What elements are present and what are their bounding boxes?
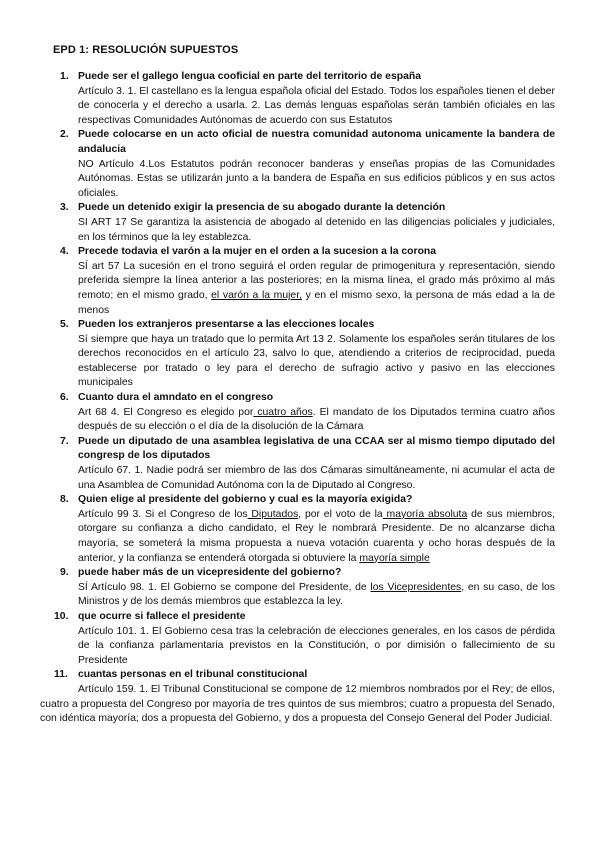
- answer-text: Artículo 3. 1. El castellano es la lengua española oficial del Estado. Todos los españoles tienen el deber de conocerla y el derecho a usarla. 2. Las demás lenguas españolas serán también oficiales en las respectivas Comunidades Autónomas de acuerdo con sus Estatutos: [78, 85, 555, 126]
- question-item-4: [40, 245, 555, 318]
- question-number: 9.: [60, 567, 69, 579]
- answer-text: Artículo 67. 1. Nadie podrá ser miembro de las dos Cámaras simultáneamente, ni acumular el acta de una Asamblea de Comunidad Autónoma con la de Diputado al Congreso.: [78, 465, 555, 491]
- question-item-6: [40, 391, 555, 435]
- question-number: 7.: [60, 435, 69, 447]
- question-item-1: [40, 70, 555, 128]
- underlined-phrase: cuatro años: [253, 406, 313, 418]
- answer-text: Artículo 101. 1. El Gobierno cesa tras la celebración de elecciones generales, en los casos de pérdida de la confianza parlamentaria previstos en la Constitución, o por dimisión o fallecimiento de su Presidente: [78, 625, 555, 666]
- underlined-phrase: mayoría simple: [359, 552, 430, 564]
- question-item-2: [40, 128, 555, 201]
- answer-text: SÍ Artículo 98. 1. El Gobierno se compone del Presidente, de los Vicepresidentes, en su caso, de los Ministros y de los demás miembros que establezca la ley.: [78, 581, 556, 608]
- question-item-3: [40, 201, 555, 245]
- question-text: Puede un detenido exigir la presencia de su abogado durante la detención: [78, 202, 446, 214]
- question-item-9: [40, 566, 555, 610]
- answer-text: Artículo 99 3. Si el Congreso de los Diputados, por el voto de la mayoría absoluta de sus miembros, otorgare su confianza a dicho candidato, el Rey le nombrará Presidente. De no alcanzarse dicha mayoría, se someterá la misma propuesta a nueva votación cuarenta y ocho horas después de la anterior, y la confianza se entenderá otorgada si obtuviere la mayoría simple: [78, 508, 555, 564]
- question-number: 1.: [60, 71, 69, 82]
- underlined-phrase: Diputados: [247, 508, 299, 520]
- question-text: que ocurre si fallece el presidente: [78, 610, 246, 622]
- answer-text: SI ART 17 Se garantiza la asistencia de abogado al detenido en las diligencias policiales y judiciales, en los términos que la ley establezca.: [78, 216, 555, 243]
- question-number: 10.: [54, 610, 69, 622]
- question-text: cuantas personas en el tribunal constitucional: [78, 669, 308, 681]
- question-text: Quien elige al presidente del gobierno y cual es la mayoría exigida?: [78, 494, 413, 506]
- question-number: 4.: [60, 246, 69, 258]
- answer-text: NO Artículo 4.Los Estatutos podrán reconocer banderas y enseñas propias de las Comunidades Autónomas. Estas se utilizarán junto a la bandera de España en sus edificios públicos y en sus actos oficiales.: [78, 158, 555, 199]
- question-text: Cuanto dura el amndato en el congreso: [78, 392, 274, 404]
- question-number: 3.: [60, 202, 69, 214]
- question-text: puede haber más de un vicepresidente del gobierno?: [78, 567, 342, 579]
- question-item-11: [40, 668, 555, 683]
- document-title: EPD 1: RESOLUCIÓN SUPUESTOS: [53, 44, 239, 56]
- question-number: 6.: [60, 392, 69, 404]
- question-text: Pueden los extranjeros presentarse a las elecciones locales: [78, 319, 375, 331]
- answer-text: Art 68 4. El Congreso es elegido por cuatro años. El mandato de los Diputados termina cuatro años después de su elección o el día de la disolución de la Cámara: [78, 406, 555, 433]
- question-item-7: [40, 435, 555, 493]
- question-item-8: [40, 493, 555, 566]
- question-item-5: [40, 318, 555, 391]
- question-list: [40, 70, 555, 727]
- question-item-10: [40, 610, 555, 668]
- question-text: Puede colocarse en un acto oficial de nuestra comunidad autonoma unicamente la bandera de andalucia: [78, 129, 555, 155]
- question-number: 11.: [54, 669, 68, 681]
- document-page: [40, 44, 555, 727]
- question-number: 8.: [60, 494, 69, 506]
- question-text: Puede ser el gallego lengua cooficial en parte del territorio de españa: [78, 71, 421, 82]
- question-text: Precede todavia el varón a la mujer en el orden a la sucesion a la corona: [78, 246, 437, 258]
- underlined-phrase: el varón a la mujer,: [211, 289, 302, 301]
- answer-text: Sí siempre que haya un tratado que lo permita Art 13 2. Solamente los españoles serán titulares de los derechos reconocidos en el artículo 23, salvo lo que, atendiendo a criterios de reciprocidad, pueda establecerse por tratado o ley para el derecho de sufragio activo y pasivo en las elecciones municipales: [78, 333, 555, 389]
- question-number: 2.: [60, 129, 69, 141]
- underlined-phrase: mayoría absoluta: [382, 508, 468, 520]
- underlined-phrase: los Vicepresidentes: [370, 581, 462, 593]
- question-text: Puede un diputado de una asamblea legislativa de una CCAA ser al mismo tiempo diputado del congresp de los diputados: [78, 435, 555, 462]
- question-number: 5.: [60, 319, 69, 331]
- answer-text: SÍ art 57 La sucesión en el trono seguirá el orden regular de primogenitura y representación, siendo preferida siempre la línea anterior a las posteriores; en la misma línea, el grado más próximo al más remoto; en el mismo grado, el varón a la mujer, y en el mismo sexo, la persona de más edad a la de menos: [78, 260, 555, 316]
- answer-text: Artículo 159. 1. El Tribunal Constitucional se compone de 12 miembros nombrados por el Rey; de ellos, cuatro a propuesta del Congreso por mayoría de tres quintos de sus miembros; cuatro a propuesta del Senado, con idéntica mayoría; dos a propuesta del Gobierno, y dos a propuesta del Consejo General del Poder Judicial.: [40, 683, 555, 725]
